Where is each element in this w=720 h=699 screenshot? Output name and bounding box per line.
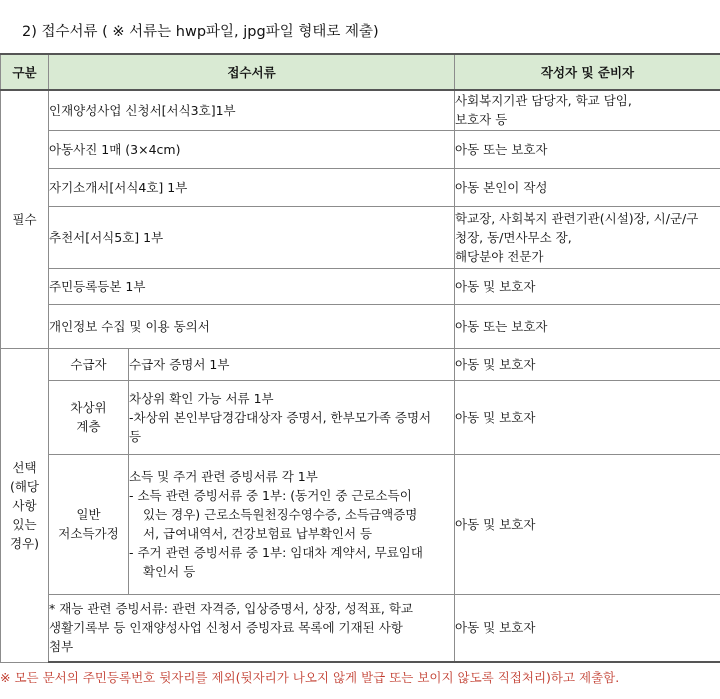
subcategory-cell: 일반 저소득가정 [49, 454, 129, 594]
author-cell: 학교장, 사회복지 관련기관(시설)장, 시/군/구 청장, 동/면사무소 장, 해당분야 전문가 [455, 206, 720, 268]
header-author: 작성자 및 준비자 [455, 54, 720, 90]
author-cell: 아동 및 보호자 [455, 454, 720, 594]
doc-cell: 차상위 확인 가능 서류 1부 -차상위 본인부담경감대상자 증명서, 한부모가족 증명서 등 [129, 380, 455, 454]
doc-cell: 개인정보 수집 및 이용 동의서 [49, 304, 455, 348]
author-cell: 아동 또는 보호자 [455, 130, 720, 168]
author-cell: 아동 및 보호자 [455, 594, 720, 662]
table-row [1, 168, 720, 206]
author-cell: 아동 및 보호자 [455, 348, 720, 380]
table-row [1, 206, 720, 268]
subcategory-cell: 수급자 [49, 348, 129, 380]
category-optional: 선택 (해당 사항 있는 경우) [1, 348, 49, 662]
author-cell: 사회복지기관 담당자, 학교 담임, 보호자 등 [455, 90, 720, 130]
doc-cell: * 재능 관련 증빙서류: 관련 자격증, 입상증명서, 상장, 성적표, 학교 생활기록부 등 인재양성사업 신청서 증빙자료 목록에 기재된 사항 첨부 [49, 594, 455, 662]
header-documents: 접수서류 [49, 54, 455, 90]
doc-cell: 자기소개서[서식4호] 1부 [49, 168, 455, 206]
author-cell: 아동 및 보호자 [455, 380, 720, 454]
table-row [1, 304, 720, 348]
doc-cell: 인재양성사업 신청서[서식3호]1부 [49, 90, 455, 130]
table-row [1, 380, 720, 454]
section-heading: 2) 접수서류 ( ※ 서류는 hwp파일, jpg파일 형태로 제출) [22, 24, 379, 40]
table-row [1, 348, 720, 380]
subcategory-cell: 차상위 계층 [49, 380, 129, 454]
documents-table [0, 53, 720, 663]
author-cell: 아동 및 보호자 [455, 268, 720, 304]
header-category: 구분 [1, 54, 49, 90]
table-row [1, 594, 720, 662]
table-row [1, 454, 720, 594]
author-cell: 아동 또는 보호자 [455, 304, 720, 348]
author-cell: 아동 본인이 작성 [455, 168, 720, 206]
doc-cell: 주민등록등본 1부 [49, 268, 455, 304]
table-row [1, 130, 720, 168]
category-required: 필수 [1, 90, 49, 348]
doc-cell: 수급자 증명서 1부 [129, 348, 455, 380]
table-row [1, 90, 720, 130]
doc-cell: 추천서[서식5호] 1부 [49, 206, 455, 268]
doc-cell: 아동사진 1매 (3×4cm) [49, 130, 455, 168]
table-header-row [1, 54, 720, 90]
footnote: ※ 모든 문서의 주민등록번호 뒷자리를 제외(뒷자리가 나오지 않게 발급 또는 보이지 않도록 직접처리)하고 제출함. [0, 670, 620, 685]
table-row [1, 268, 720, 304]
doc-cell: 소득 및 주거 관련 증빙서류 각 1부 - 소득 관련 증빙서류 중 1부: (동거인 중 근로소득이 있는 경우) 근로소득원천징수영수증, 소득금액증명 서, 급여내역서, 건강보험료 납부확인서 등 - 주거 관련 증빙서류 중 1부: 임대차 계약서, 무료임대 확인서 등 [129, 454, 455, 594]
